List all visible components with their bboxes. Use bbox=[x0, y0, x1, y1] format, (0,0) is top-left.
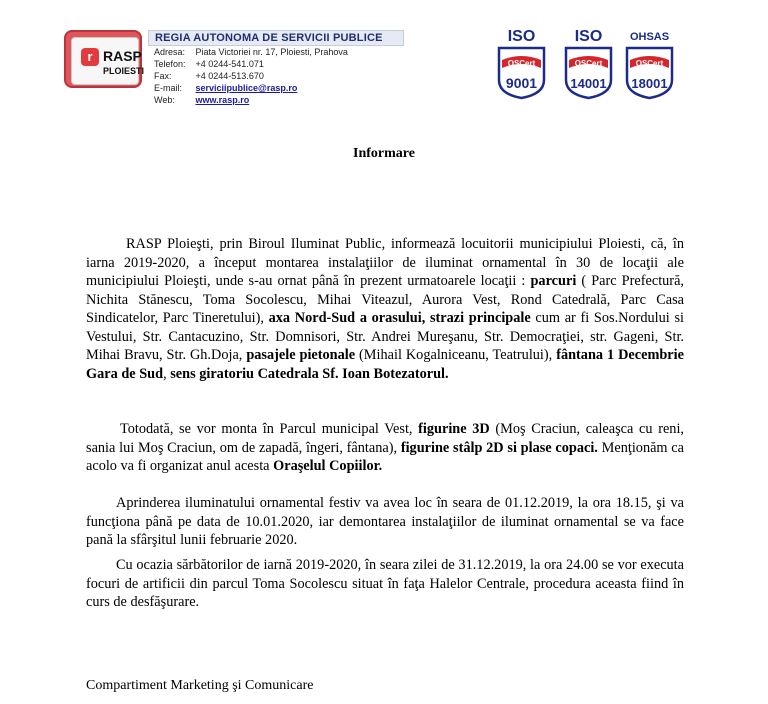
contact-web bbox=[154, 95, 249, 105]
cert-brand: QSCert bbox=[574, 59, 603, 68]
contact-label: E-mail: bbox=[154, 83, 183, 93]
contact-email bbox=[154, 83, 297, 93]
org-banner bbox=[148, 30, 404, 46]
cert-iso-14001 bbox=[561, 28, 616, 100]
bold-run: pasajele pietonale bbox=[246, 347, 356, 363]
contact-address bbox=[154, 47, 348, 57]
bold-run: parcuri bbox=[530, 273, 577, 289]
bold-run: fântana 1 Decembrie Gara de Sud bbox=[86, 347, 684, 382]
contact-label: Web: bbox=[154, 95, 175, 105]
text-run: Menţionăm ca acolo va fi organizat anul acesta bbox=[86, 439, 684, 474]
contact-label: Telefon: bbox=[154, 59, 186, 69]
text-run: (Moş Craciun, caleaşca cu reni, sania lui Moş Craciun, om de zapadă, îngeri, fântana), bbox=[86, 421, 684, 456]
text-run: cum ar fi Sos.Nordului si Vestului, Str. Cantacuzino, Str. Domnisori, Str. Andrei Mureşanu, Str. Democraţiei, str. Gageni, Str. Mihai Bravu, Str. Gh.Doja, bbox=[86, 310, 684, 363]
bold-run: Oraşelul Copiilor. bbox=[273, 458, 383, 474]
cert-brand: QSCert bbox=[635, 59, 664, 68]
cert-shield-icon bbox=[496, 46, 547, 100]
contact-label: Adresa: bbox=[154, 47, 186, 57]
logo-badge bbox=[71, 37, 145, 85]
rasp-logo bbox=[64, 30, 145, 88]
cert-title: ISO bbox=[574, 28, 603, 45]
text-run: (Mihail Kogalniceanu, Teatrului), bbox=[355, 347, 557, 363]
cert-brand: QSCert bbox=[507, 59, 536, 68]
contact-phone bbox=[154, 59, 264, 69]
logo-subtext: PLOIESTI bbox=[103, 66, 145, 76]
bold-run: figurine 3D bbox=[418, 421, 490, 437]
cert-title: OHSAS bbox=[629, 31, 670, 43]
contact-value: +4 0244-541.071 bbox=[195, 59, 264, 69]
contact-fax bbox=[154, 71, 264, 81]
cert-number: 18001 bbox=[631, 76, 668, 91]
contact-label: Fax: bbox=[154, 71, 172, 81]
cert-number: 9001 bbox=[505, 75, 538, 91]
cert-iso-9001 bbox=[494, 28, 549, 100]
cert-number: 14001 bbox=[570, 76, 607, 91]
contact-value: Piata Victoriei nr. 17, Ploiesti, Prahova bbox=[195, 47, 348, 57]
paragraph-2 bbox=[86, 420, 684, 476]
contact-value: +4 0244-513.670 bbox=[195, 71, 264, 81]
paragraph-3: Aprinderea iluminatului ornamental festiv va avea loc în seara de 01.12.2019, la ora 18.15, şi va funcţiona până pe data de 10.01.2020, iar demontarea instalaţiilor de iluminat ornamental se va face pană la sfârşitul lunii februarie 2020. bbox=[86, 495, 684, 548]
text-run: RASP Ploieşti, prin Biroul Iluminat Public, informează locuitorii municipiului Ploiesti, că, în iarna 2019-2020, a început montarea instalaţiilor de iluminat ornamental în 30 de locaţii ale municipiului Ploieşti, unde s-au ornat până în prezent urmatoarele locaţii : bbox=[86, 236, 684, 289]
logo-mark: r bbox=[81, 48, 99, 66]
cert-shield-icon bbox=[624, 46, 675, 100]
website-link[interactable]: www.rasp.ro bbox=[195, 95, 250, 105]
text-run: ( Parc Prefectură, Nichita Stănescu, Toma Socolescu, Mihai Viteazul, Aurora Vest, Rond Catedrală, Parc Casa Sindicatelor, Parc Tineretului), bbox=[86, 273, 684, 326]
email-link[interactable]: serviciipublice@rasp.ro bbox=[195, 83, 298, 93]
cert-shield-icon bbox=[563, 46, 614, 100]
cert-title: ISO bbox=[507, 28, 536, 45]
bold-run: axa Nord-Sud a orasului, strazi principale bbox=[268, 310, 531, 326]
bold-run: figurine stâlp 2D si plase copaci. bbox=[400, 439, 598, 456]
text-run: Totodată, se vor monta în Parcul municipal Vest, bbox=[120, 421, 419, 437]
bold-run: sens giratoriu Catedrala Sf. Ioan Botezatorul. bbox=[170, 365, 449, 382]
text-run: , bbox=[163, 365, 171, 382]
department-signature: Compartiment Marketing şi Comunicare bbox=[86, 678, 314, 693]
logo-text: RASP bbox=[103, 48, 142, 64]
document-title: Informare bbox=[353, 146, 415, 161]
paragraph-4: Cu ocazia sărbătorilor de iarnă 2019-2020, în seara zilei de 31.12.2019, la ora 24.00 se vor executa focuri de artificii din parcul Toma Socolescu situat în faţa Halelor Centrale, procedura aceasta fiind în curs de desfăşurare. bbox=[86, 557, 684, 610]
paragraph-1 bbox=[86, 235, 684, 383]
cert-ohsas-18001 bbox=[622, 28, 677, 100]
org-name: REGIA AUTONOMA DE SERVICII PUBLICE bbox=[155, 32, 383, 44]
